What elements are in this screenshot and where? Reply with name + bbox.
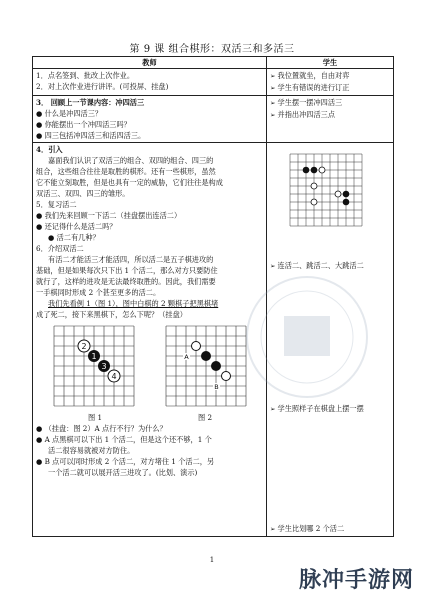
bullet-line: ● B 点可以同时形成 2 个活二，对方堵住 1 个活二，另 <box>36 457 215 466</box>
black-stone <box>343 199 350 206</box>
white-stone <box>222 372 231 381</box>
paragraph-line: 成了死二，接下来黑棋下，怎么下呢？（挂盘） <box>36 310 187 319</box>
bullet-line: ● 四三包括冲四活三和活四活三。 <box>36 131 146 140</box>
section-1-student <box>267 69 394 96</box>
paragraph-line: 就行了，这样的进攻是无法最终取胜的。因此，我们需要 <box>36 277 216 286</box>
section-3-row <box>33 143 394 537</box>
text-line: ➢ 学生摆一摆冲四活三 <box>270 97 390 109</box>
white-stone <box>319 167 325 173</box>
section-2-row <box>33 96 394 143</box>
black-stone <box>201 351 211 361</box>
paragraph-line: 组合，这些组合往往是取胜的棋形。还有一些棋形，虽然 <box>36 167 216 176</box>
section-3-teacher <box>33 143 267 537</box>
table-header-row <box>33 57 394 69</box>
white-stone <box>335 191 341 197</box>
page-title: 第 9 课 组合棋形：双活三和多活三 <box>129 44 295 55</box>
bullet-line: ● A 点黑棋可以下出 1 个活二，但是这个还不够，1 个 <box>36 435 212 444</box>
text-line: ➢ 连活二、跳活二、大跳活二 <box>270 260 390 272</box>
black-stone <box>311 167 318 174</box>
stone-label: 4 <box>111 372 117 381</box>
bullet-line-continued: 一个活二就可以展开活三进攻了。(比划、演示) <box>48 468 198 477</box>
text-line: 1．点名签到、批改上次作业。 <box>36 71 135 80</box>
paragraph-line: 它不能立刻取胜，但是也具有一定的威胁，它们往往是构成 <box>36 178 223 187</box>
paragraph-line: 双活三、双四、四三的雏形。 <box>36 189 130 198</box>
paragraph-line: 我们先看例 1（图 1），图中白棋的 2 颗棋子把黑棋堵 <box>48 299 219 308</box>
figure-1-caption: 图 1 <box>88 413 103 422</box>
figure-2-board <box>166 326 246 406</box>
bullet-line: ● 活二有几种？ <box>48 233 100 242</box>
section-2-student <box>267 96 394 143</box>
section-heading: 4．引入 <box>36 145 63 154</box>
text-line: ➢ 学生照样子在棋盘上摆一摆 <box>270 403 390 415</box>
text-line: ➢ 学生比划哪 2 个活二 <box>270 523 390 535</box>
white-stone <box>192 342 201 351</box>
black-stone <box>343 191 350 198</box>
point-label-b: B <box>214 383 219 391</box>
lesson-table <box>32 56 394 537</box>
subheading: 5．复习活二 <box>36 200 77 209</box>
bullet-line: ● 我们先来回顾一下活二（挂盘摆出连活二） <box>36 211 182 220</box>
subheading: 6．介绍双活二 <box>36 244 84 253</box>
section-1-row <box>33 69 394 96</box>
section-heading: 3． 回顾上一节课内容：冲四活三 <box>36 98 145 107</box>
stone-label: 1 <box>91 352 97 361</box>
text-line: ➢ 我位置就坐，自由对弈 <box>270 70 390 82</box>
black-stone <box>303 167 310 174</box>
white-stone <box>311 183 317 189</box>
paragraph-line: 有活二才能活三才能活四，所以活二是五子棋进攻的 <box>48 255 214 264</box>
bullet-line: ● 还记得什么是活二吗？ <box>36 222 117 231</box>
figure-captions <box>36 412 263 423</box>
brand-watermark: 脉冲手游网 <box>298 568 414 593</box>
black-stone <box>211 361 221 371</box>
section-2-teacher <box>33 96 267 143</box>
paragraph-line: 基础，但是如果每次只下出 1 个活二，那么对方只要防住 <box>36 266 218 275</box>
text-line: 2．对上次作业进行讲评。(可投屏、挂盘) <box>36 82 169 91</box>
paragraph-line: 嘉面我们认识了双活三的组合、双四的组合、四三的 <box>48 156 214 165</box>
section-3-student <box>267 143 394 537</box>
figure-2-caption: 图 2 <box>198 413 213 422</box>
teacher-header: 教师 <box>33 57 267 69</box>
text-line: ➢ 学生有错误的进行订正 <box>270 82 390 94</box>
stone-label: 3 <box>101 362 107 371</box>
text-line: ➢ 并指出冲四活三点 <box>270 109 390 121</box>
figures-svg <box>36 320 263 412</box>
bullet-line: ● （挂盘：图 2）A 点行不行？为什么？ <box>36 424 167 433</box>
page-number: 1 <box>209 556 215 564</box>
white-stone <box>311 199 317 205</box>
board-diagram <box>270 144 390 238</box>
bullet-line-continued: 活二很容易就被对方防住。 <box>48 446 135 455</box>
section-1-teacher <box>33 69 267 96</box>
student-header: 学生 <box>267 57 394 69</box>
stone-label: 2 <box>81 342 87 351</box>
bullet-line: ● 什么是冲四活三？ <box>36 109 103 118</box>
board-diagram-area <box>270 144 390 240</box>
figure-1-board <box>54 326 134 406</box>
paragraph-line: 一手棋同时形成 2 个甚至更多的活二。 <box>36 288 161 297</box>
figures-area <box>36 320 263 412</box>
bullet-line: ● 你能摆出一个冲四活三吗？ <box>36 120 131 129</box>
point-label-a: A <box>184 353 189 361</box>
